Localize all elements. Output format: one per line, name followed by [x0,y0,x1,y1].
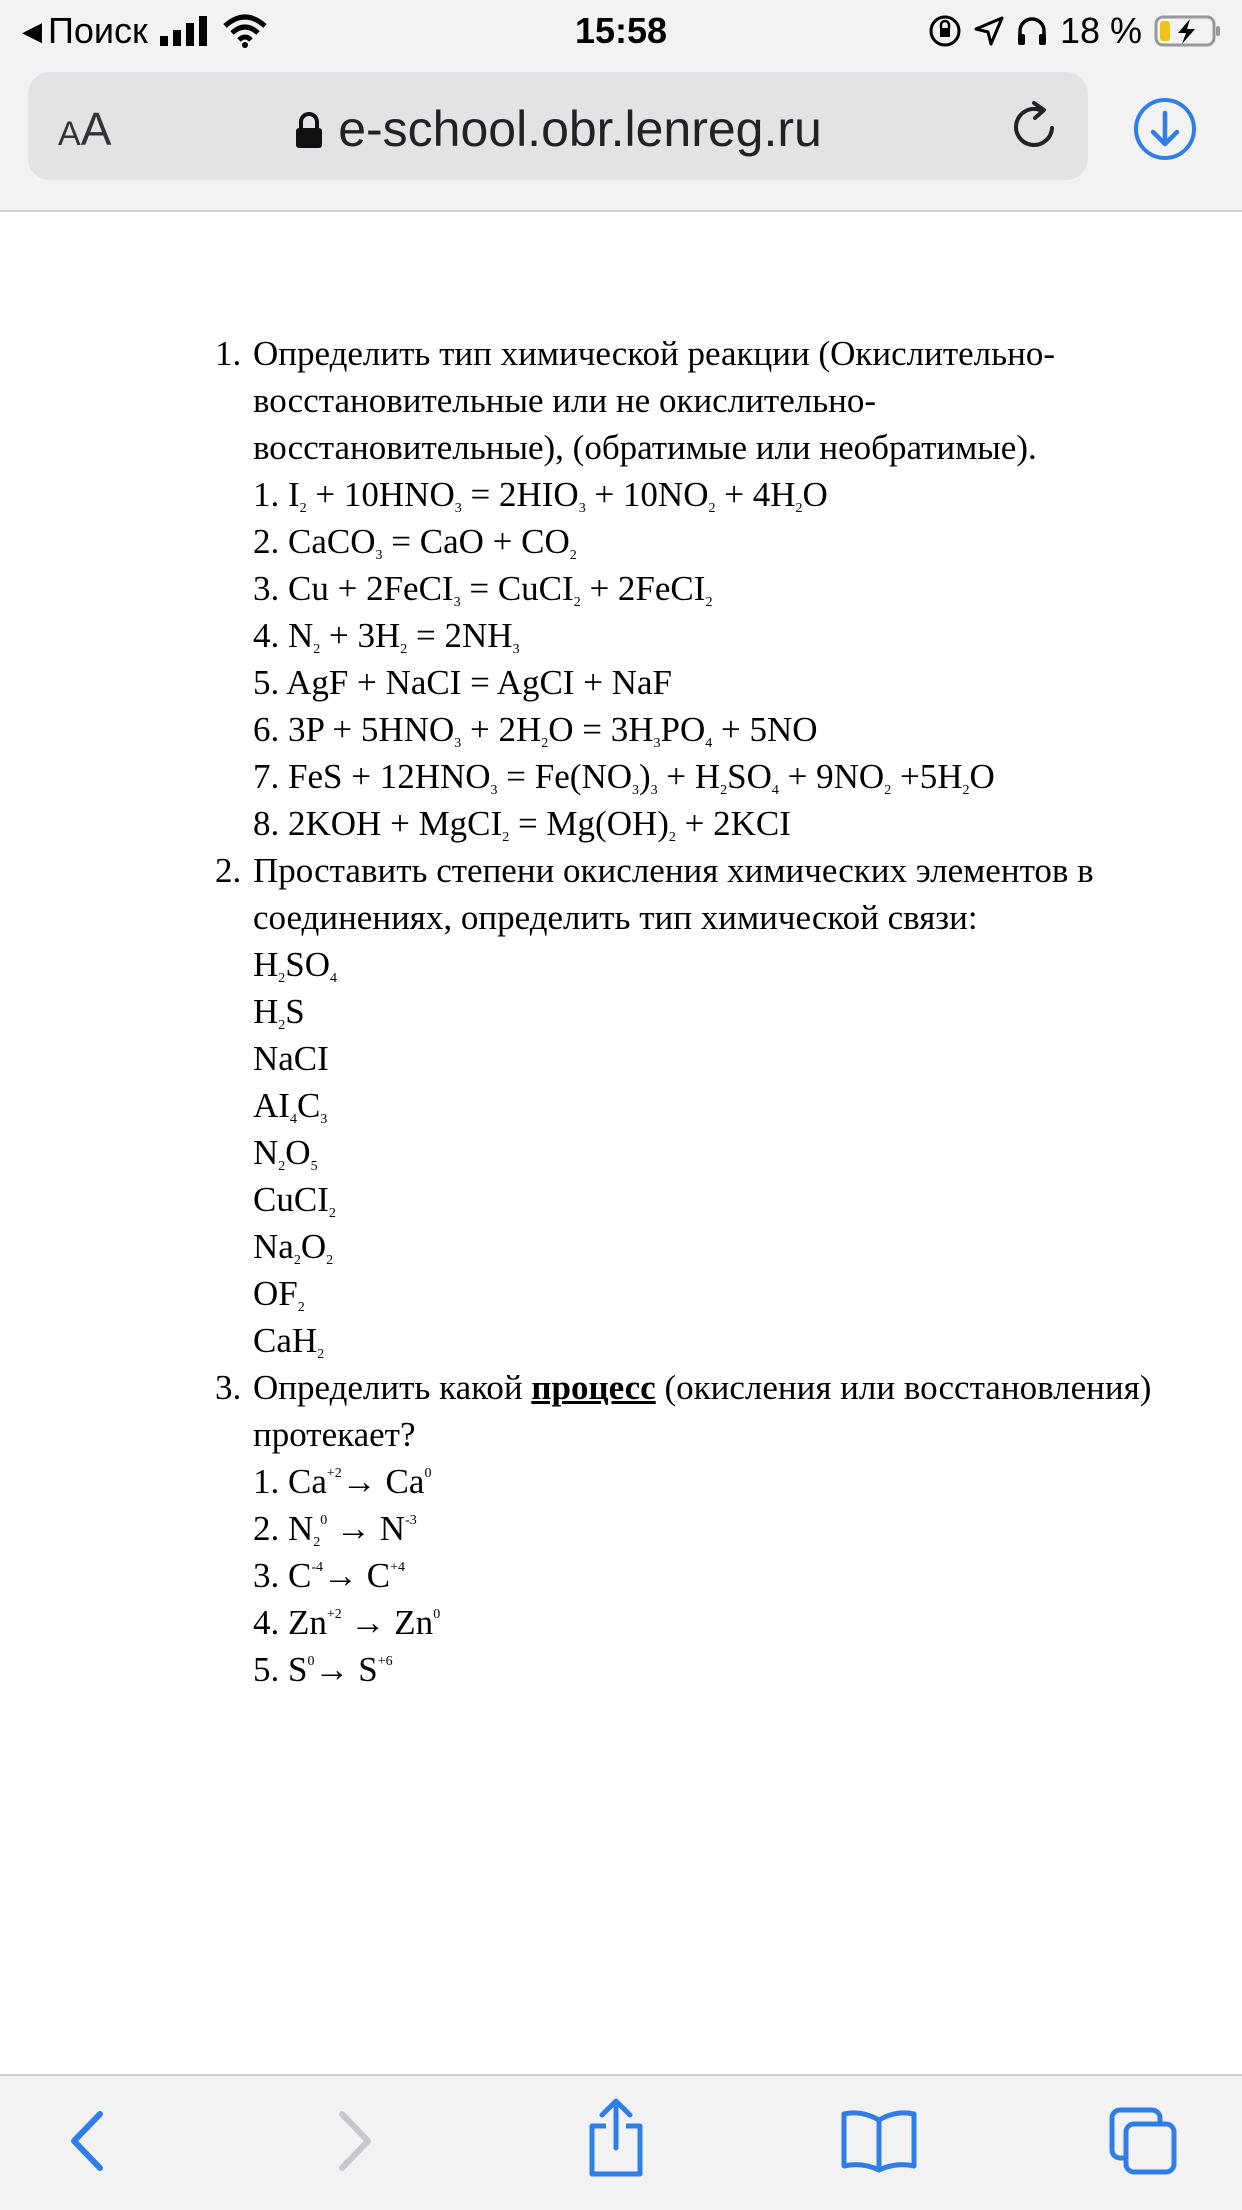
location-icon [974,16,1004,46]
address-bar-content [28,100,1088,158]
reload-icon[interactable] [1006,98,1062,154]
compound-5: $N_2O_5$ [253,1133,318,1174]
equation-8: 8. 2KOH + MgCI$_2$ = $Mg(OH)_2 + 2KCI$ [253,804,791,845]
download-icon[interactable] [1132,96,1198,162]
url-text: e-school.obr.lenreg.ru [338,101,822,157]
task-text-bold: процесс [531,1368,656,1407]
compound-6: CuCI$_2$ [253,1180,336,1221]
task-text: Определить тип химической реакции (Окислительно-восстановительные или не окислительно-восстановительные), (обратимые или необратимые). [253,334,1055,467]
tabs-icon[interactable] [1108,2106,1178,2176]
process-3: 3. $C^{-4}\to C^{+4}$ [253,1556,406,1595]
address-bar[interactable] [28,72,1088,180]
compound-9: CaH$_2$ [253,1321,325,1362]
process-5: 5. $S^0\to S^{+6}$ [253,1650,393,1689]
task-1 [215,330,1165,471]
compound-4: $AI_4C_3$ [253,1086,328,1127]
compound-8: $OF_2$ [253,1274,305,1315]
process-1: 1. $Ca^{+2}\to Ca^0$ [253,1462,432,1501]
bottom-toolbar [0,2074,1242,2210]
compound-1: $H_2SO_4$ [253,945,338,986]
back-triangle-icon: ◀ [22,15,42,46]
equation-1: 1. $I_2 + 10HNO_3 = 2HIO_3 + 10NO_2 + 4H_2O$ [253,475,828,516]
task-number: 3. [215,1368,242,1407]
forward-icon[interactable] [330,2106,380,2176]
equation-3: 3. Cu + 2FeCI$_3$ = CuCI$_2$ + 2FeCI$_2$ [253,569,713,610]
compound-7: $Na_2O_2$ [253,1227,334,1268]
task-text: Проставить степени окисления химических элементов в соединениях, определить тип химической связи: [253,851,1094,937]
task-number: 2. [215,851,242,890]
task-text-after: (окисления или восстановления) протекает? [253,1368,1152,1454]
browser-nav-bar [0,62,1242,212]
back-icon[interactable] [62,2106,112,2176]
equation-4: 4. $N_2 + 3H_2 = 2NH_3$ [253,616,520,657]
process-2: 2. $N_2^0 \to N^{-3}$ [253,1509,417,1550]
task-3 [215,1364,1165,1458]
bookmarks-icon[interactable] [840,2108,918,2174]
task-number: 1. [215,334,242,373]
equation-6: 6. $3P + 5HNO_3 + 2H_2O = 3H_3PO_4 + 5NO$ [253,710,818,751]
clock: 15:58 [574,10,668,51]
lock-icon [294,112,324,150]
battery-charging-icon [1154,14,1222,48]
orientation-lock-icon [928,14,962,48]
share-icon[interactable] [584,2096,648,2180]
text-size-button[interactable]: AA [58,103,112,155]
back-app-label: Поиск [48,10,148,51]
equation-7: 7. FeS + $12HNO_3 = Fe(NO_3)_3 + H_2SO_4 + 9NO_2 +5H_2O$ [253,757,995,798]
status-bar [0,0,1242,62]
compound-2: $H_2S$ [253,992,305,1033]
document-content [215,330,1165,1693]
headphones-icon [1016,16,1048,46]
task-2 [215,847,1165,941]
equation-5: 5. AgF + NaCI = AgCI + NaF [253,663,672,702]
process-4: 4. $Zn^{+2} \to Zn^0$ [253,1603,441,1642]
equation-2: 2. CaCO$_3$ = CaO + $CO_2$ [253,522,577,563]
compound-3: NaCI [253,1039,329,1078]
battery-percent: 18 % [1059,10,1142,51]
task-text-before: Определить какой [253,1368,523,1407]
